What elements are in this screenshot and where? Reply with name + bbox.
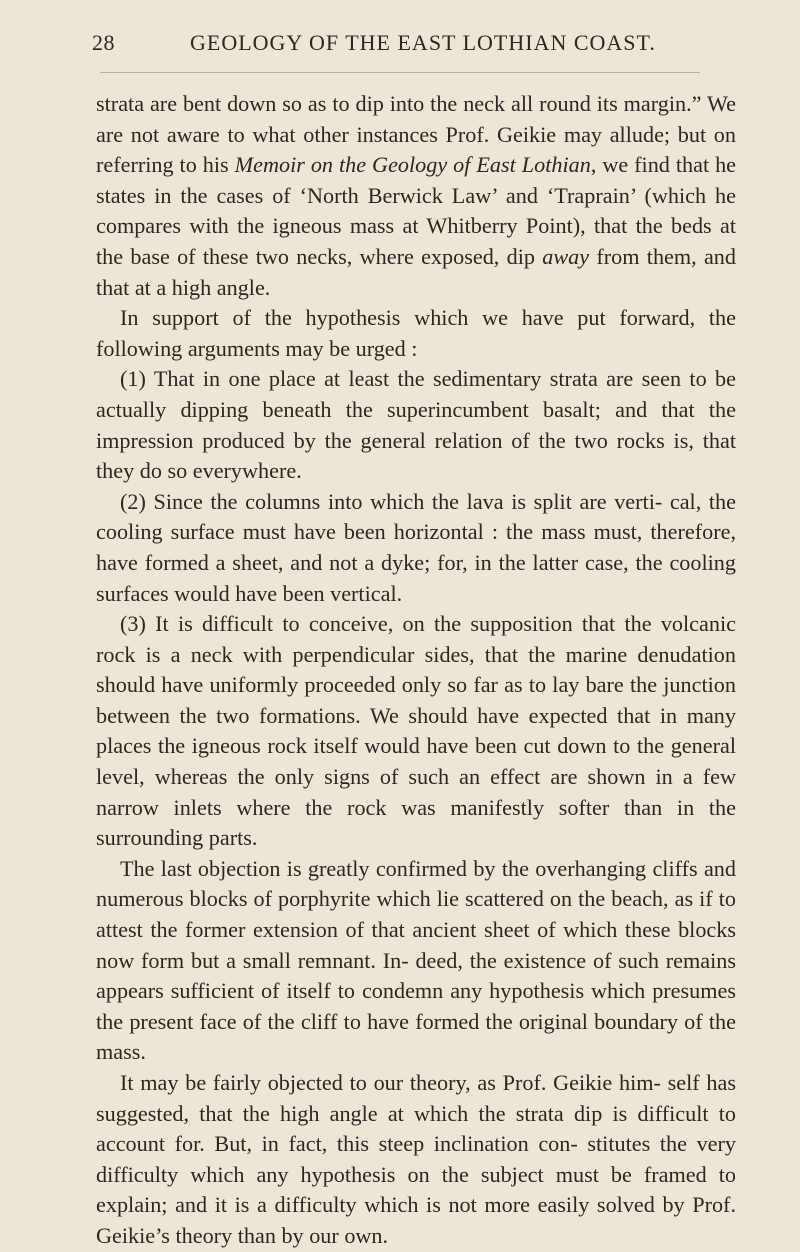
- away-emphasis: away: [542, 243, 590, 269]
- paragraph-1-mid: , we find that he states in the cases of ‘North Berwick Law’ and ‘Traprain’ (which he compares with the igneous mass at Whitberry Point), that the beds at the base of these two necks, where exposed, dip: [96, 152, 737, 269]
- page-header: [92, 30, 722, 66]
- paragraph-1: [96, 89, 736, 303]
- paragraph-5: (3) It is difficult to conceive, on the supposition that the volcanic rock is a neck with perpendicular sides, that the marine denudation should have uniformly proceeded only so far as to lay bare the junction between the two formations. We should have expected that in many places the igneous rock itself would have been cut down to the general level, whereas the only signs of such an effect are shown in a few narrow inlets where the rock was manifestly softer than in the surrounding parts.: [96, 611, 736, 851]
- memoir-title: Memoir on the Geology of East Lothian: [234, 152, 591, 178]
- paragraph-7: It may be fairly objected to our theory, as Prof. Geikie him- self has suggested, that the high angle at which the strata dip is difficult to account for. But, in fact, this steep inclination con- stitutes the very difficulty which any hypothesis on the subject must be framed to explain; and it is a difficulty which is not more easily solved by Prof. Geikie’s theory than by our own.: [96, 1070, 736, 1248]
- paragraph-1-line-3: may allude; but on referring to his: [96, 121, 736, 178]
- paragraph-1-line-2: margin.” We are not aware to what other instances Prof. Geikie: [96, 91, 737, 147]
- paragraph-1-line-1: strata are bent down so as to dip into the neck all round its: [96, 91, 618, 116]
- page-number: 28: [92, 30, 115, 55]
- running-title: GEOLOGY OF THE EAST LOTHIAN COAST.: [190, 30, 656, 55]
- paragraph-2: In support of the hypothesis which we have put forward, the following arguments may be urged :: [96, 305, 736, 361]
- body-text: [96, 89, 736, 1252]
- paragraph-3: (1) That in one place at least the sedimentary strata are seen to be actually dipping beneath the superincumbent basalt; and that the impression produced by the general relation of the two rocks is, that they do so everywhere.: [96, 366, 736, 484]
- header-rule: [100, 72, 700, 73]
- paragraph-6: The last objection is greatly confirmed by the overhanging cliffs and numerous blocks of porphyrite which lie scattered on the beach, as if to attest the former extension of that ancient sheet of which these blocks now form but a small remnant. In- deed, the existence of such remains appears sufficient of itself to condemn any hypothesis which presumes the present face of the cliff to have formed the original boundary of the mass.: [96, 855, 736, 1065]
- paragraph-1-tail: from them, and that at a high angle.: [96, 243, 736, 300]
- paragraph-4: (2) Since the columns into which the lava is split are verti- cal, the cooling surface must have been horizontal : the mass must, therefore, have formed a sheet, and not a dyke; for, in the latter case, the cooling surfaces would have been vertical.: [96, 488, 736, 606]
